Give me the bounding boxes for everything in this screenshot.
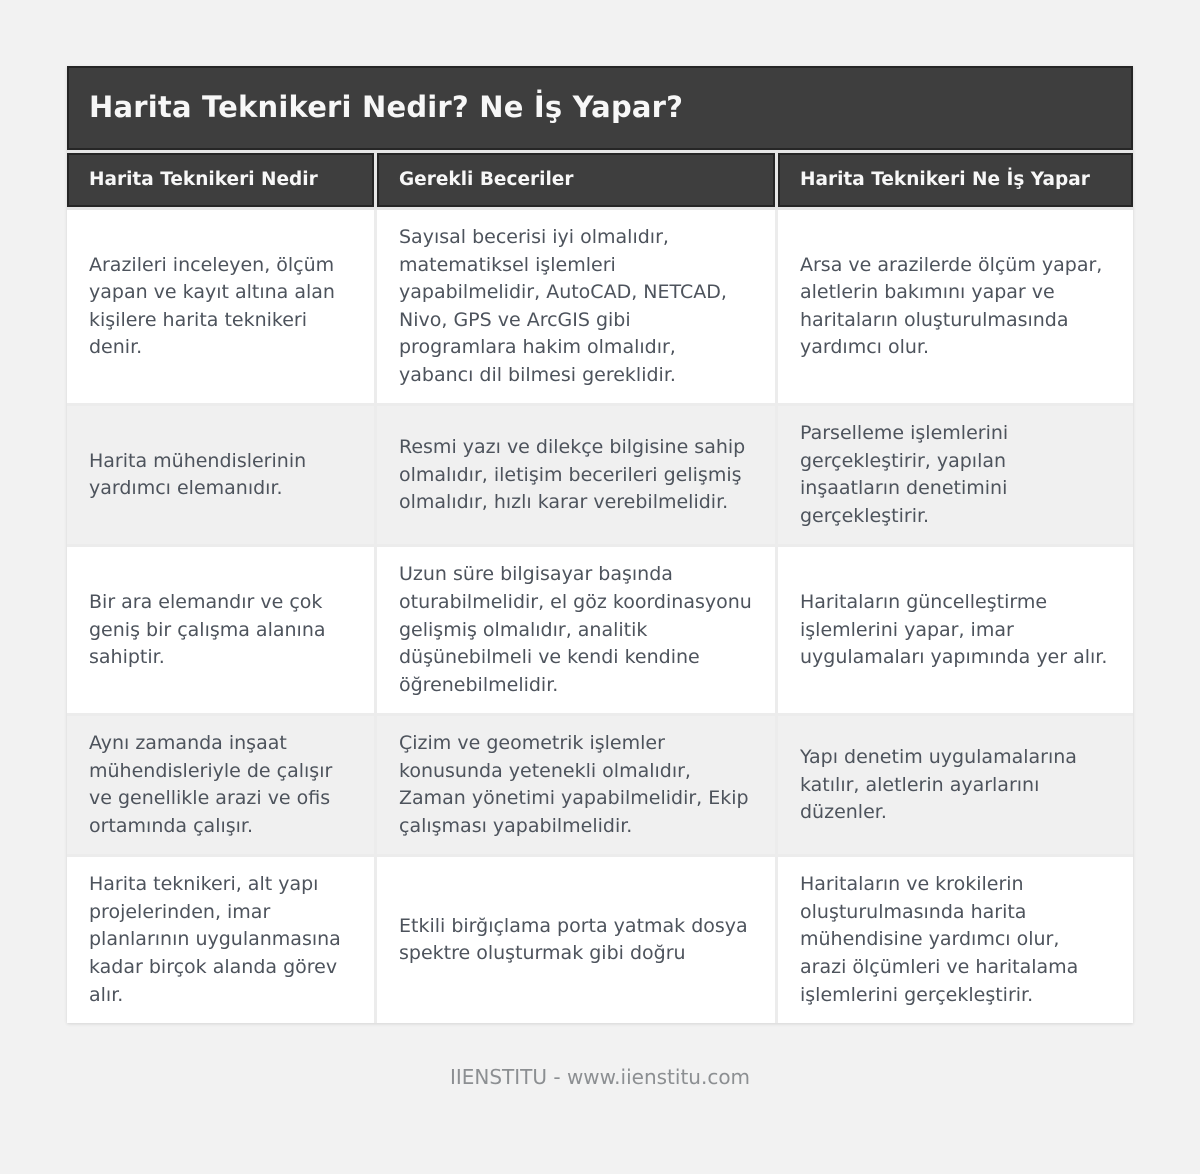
infographic-card	[67, 66, 1133, 1023]
table-row	[67, 547, 1133, 713]
page-title: Harita Teknikeri Nedir? Ne İş Yapar?	[67, 66, 1133, 150]
cell-ne-is-yapar: Haritaların ve krokilerin oluşturulmasında harita mühendisine yardımcı olur, arazi ölçümleri ve haritalama işlemlerini gerçekleştirir.	[778, 857, 1133, 1023]
cell-beceriler: Resmi yazı ve dilekçe bilgisine sahip olmalıdır, iletişim becerileri gelişmiş olmalıdır, hızlı karar verebilmelidir.	[377, 406, 775, 544]
column-header-ne-is-yapar: Harita Teknikeri Ne İş Yapar	[778, 153, 1133, 207]
column-header-gerekli-beceriler: Gerekli Beceriler	[377, 153, 775, 207]
table-row	[67, 857, 1133, 1023]
column-header-harita-teknikeri-nedir: Harita Teknikeri Nedir	[67, 153, 374, 207]
cell-nedir: Aynı zamanda inşaat mühendisleriyle de çalışır ve genellikle arazi ve ofis ortamında çalışır.	[67, 716, 374, 854]
cell-beceriler: Çizim ve geometrik işlemler konusunda yetenekli olmalıdır, Zaman yönetimi yapabilmelidir, Ekip çalışması yapabilmelidir.	[377, 716, 775, 854]
table-row	[67, 210, 1133, 403]
cell-ne-is-yapar: Yapı denetim uygulamalarına katılır, aletlerin ayarlarını düzenler.	[778, 716, 1133, 854]
table-row	[67, 406, 1133, 544]
cell-nedir: Arazileri inceleyen, ölçüm yapan ve kayıt altına alan kişilere harita teknikeri denir.	[67, 210, 374, 403]
cell-nedir: Harita mühendislerinin yardımcı elemanıdır.	[67, 406, 374, 544]
cell-ne-is-yapar: Haritaların güncelleştirme işlemlerini yapar, imar uygulamaları yapımında yer alır.	[778, 547, 1133, 713]
cell-nedir: Bir ara elemandır ve çok geniş bir çalışma alanına sahiptir.	[67, 547, 374, 713]
footer-credit: IIENSTITU - www.iienstitu.com	[449, 1065, 751, 1090]
cell-beceriler: Sayısal becerisi iyi olmalıdır, matematiksel işlemleri yapabilmelidir, AutoCAD, NETCAD, Nivo, GPS ve ArcGIS gibi programlara hakim olmalıdır, yabancı dil bilmesi gereklidir.	[377, 210, 775, 403]
table-row	[67, 716, 1133, 854]
cell-ne-is-yapar: Parselleme işlemlerini gerçekleştirir, yapılan inşaatların denetimini gerçekleştirir.	[778, 406, 1133, 544]
cell-ne-is-yapar: Arsa ve arazilerde ölçüm yapar, aletlerin bakımını yapar ve haritaların oluşturulmasında yardımcı olur.	[778, 210, 1133, 403]
cell-nedir: Harita teknikeri, alt yapı projelerinden, imar planlarının uygulanmasına kadar birçok alanda görev alır.	[67, 857, 374, 1023]
table-header	[67, 153, 1133, 207]
cell-beceriler: Etkili birğıçlama porta yatmak dosya spektre oluşturmak gibi doğru	[377, 857, 775, 1023]
cell-beceriler: Uzun süre bilgisayar başında oturabilmelidir, el göz koordinasyonu gelişmiş olmalıdır, analitik düşünebilmeli ve kendi kendine öğrenebilmelidir.	[377, 547, 775, 713]
table-body	[67, 210, 1133, 1023]
